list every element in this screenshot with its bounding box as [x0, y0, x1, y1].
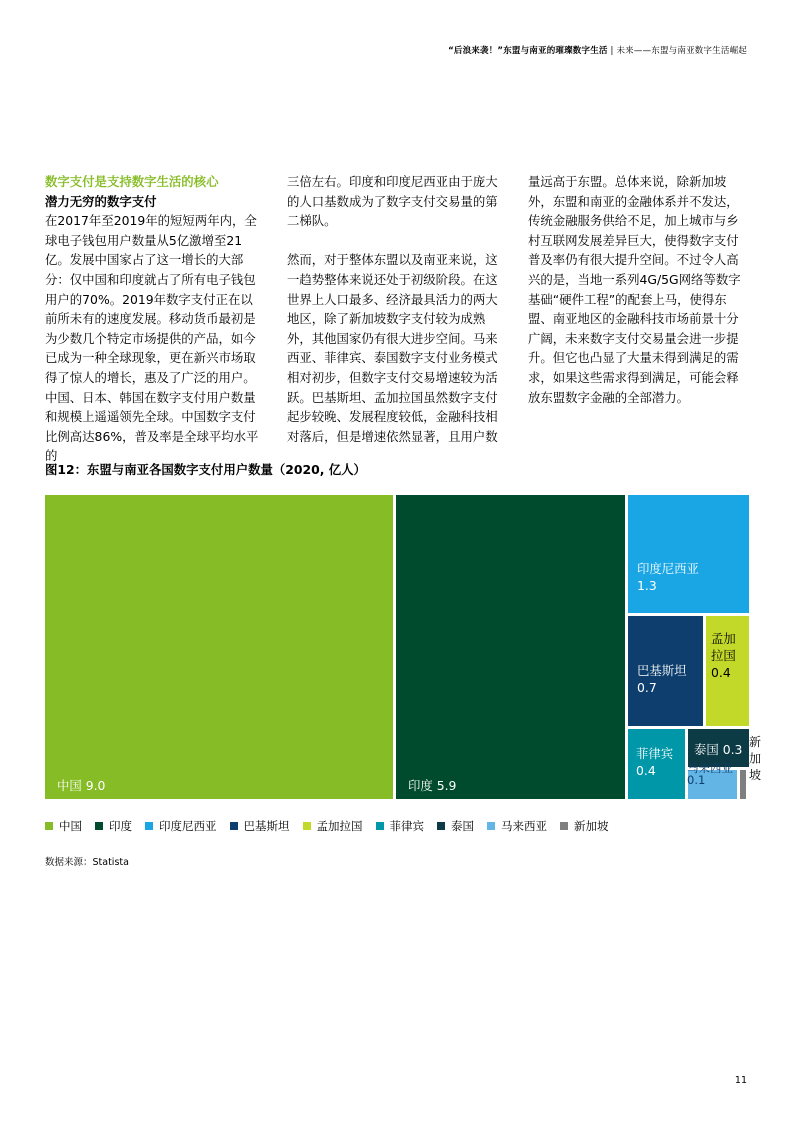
legend-label-3: 巴基斯坦: [243, 819, 290, 833]
legend-item-8: [560, 818, 609, 834]
legend-item-1: [95, 818, 132, 834]
legend-swatch-0: [45, 822, 53, 830]
body-paragraph-4: 量远高于东盟。总体来说，除新加坡外，东盟和南亚的金融体系并不发达，传统金融服务供给不足，加上城市与乡村互联网发展差异巨大，使得数字支付普及率仍有很大提升空间。不过令人高兴的是，当地一系列4G/5G网络等数字基础“硬件工程”的配套上马，使得东盟、南亚地区的金融科技市场前景十分广阔，未来数字支付交易量会进一步提升。但它也凸显了大量未得到满足的需求，如果这些需求得到满足，可能会释放东盟数字金融的全部潜力。: [528, 174, 741, 405]
legend-label-6: 泰国: [451, 819, 474, 833]
tile-0: [45, 495, 393, 799]
legend-item-2: [145, 818, 217, 834]
legend-swatch-6: [437, 822, 445, 830]
legend-swatch-4: [303, 822, 311, 830]
tile-label-6: 泰国 0.3: [694, 742, 743, 757]
legend-label-0: 中国: [59, 819, 82, 833]
section-heading: 数字支付是支持数字生活的核心: [45, 174, 219, 189]
legend-label-1: 印度: [109, 819, 132, 833]
legend-swatch-1: [95, 822, 103, 830]
legend-swatch-8: [560, 822, 568, 830]
legend-swatch-7: [487, 822, 495, 830]
chart-legend: [45, 818, 622, 834]
legend-label-2: 印度尼西亚: [159, 819, 217, 833]
legend-item-7: [487, 818, 547, 834]
legend-label-8: 新加坡: [574, 819, 609, 833]
legend-label-7: 马来西亚: [501, 819, 547, 833]
chart-title: 图12：东盟与南亚各国数字支付用户数量（2020, 亿人）: [45, 462, 366, 477]
tile-8: [740, 770, 746, 799]
tile-label-2: 印度尼西亚 1.3: [637, 561, 699, 593]
legend-item-6: [437, 818, 474, 834]
body-paragraph-2: 三倍左右。印度和印度尼西亚由于庞大的人口基数成为了数字支付交易量的第二梯队。: [287, 174, 498, 229]
tile-label-1: 印度 5.9: [408, 778, 457, 793]
treemap-chart: [45, 495, 762, 799]
text-column-2: [287, 172, 502, 446]
header-report-title: “后浪来袭！”东盟与南亚的璀璨数字生活: [448, 46, 608, 56]
body-paragraph-3: 然而，对于整体东盟以及南亚来说，这一趋势整体来说还处于初级阶段。在这世界上人口最多、经济最具活力的两大地区，除了新加坡数字支付较为成熟外，其他国家仍有很大进步空间。马来西亚、菲律宾、泰国数字支付业务模式相对初步，但数字支付交易增速较为活跃。巴基斯坦、孟加拉国虽然数字支付起步较晚、发展程度较低，金融科技相对落后，但是增速依然显著，且用户数: [287, 252, 498, 444]
data-source: 数据来源：Statista: [45, 857, 129, 868]
tile-2: [628, 495, 749, 613]
tile-label-5: 菲律宾 0.4: [636, 746, 674, 778]
legend-swatch-5: [376, 822, 384, 830]
text-column-1: [45, 172, 260, 466]
legend-label-4: 孟加拉国: [316, 819, 363, 833]
legend-item-0: [45, 818, 82, 834]
tile-label-3: 巴基斯坦 0.7: [637, 663, 687, 695]
legend-swatch-3: [230, 822, 238, 830]
tile-1: [396, 495, 625, 799]
tile-label-7: 马来西亚 0.1: [687, 761, 733, 787]
tile-label-8: 新加坡: [749, 735, 762, 782]
body-paragraph-1: 在2017年至2019年的短短两年内，全球电子钱包用户数量从5亿激增至21亿。发展中国家占了这一增长的大部分：仅中国和印度就占了所有电子钱包用户的70%。2019年数字支付正在以前所未有的速度发展。移动货币最初是为少数几个特定市场提供的产品，如今已成为一种全球现象，更在新兴市场取得了惊人的增长，惠及了广泛的用户。中国、日本、韩国在数字支付用户数量和规模上遥遥领先全球。中国数字支付比例高达86%，普及率是全球平均水平的: [45, 213, 259, 464]
legend-item-3: [230, 818, 290, 834]
legend-swatch-2: [145, 822, 153, 830]
tile-label-0: 中国 9.0: [57, 778, 106, 793]
legend-item-5: [376, 818, 425, 834]
text-column-3: [528, 172, 743, 407]
running-header: [448, 44, 747, 56]
header-separator: |: [607, 46, 617, 56]
legend-label-5: 菲律宾: [389, 819, 424, 833]
sub-heading: 潜力无穷的数字支付: [45, 193, 157, 209]
tile-label-4: 孟加拉国 0.4: [711, 631, 736, 680]
page-number: 11: [734, 1075, 747, 1086]
legend-item-4: [303, 818, 363, 834]
header-chapter-title: 未来——东盟与南亚数字生活崛起: [616, 46, 747, 56]
